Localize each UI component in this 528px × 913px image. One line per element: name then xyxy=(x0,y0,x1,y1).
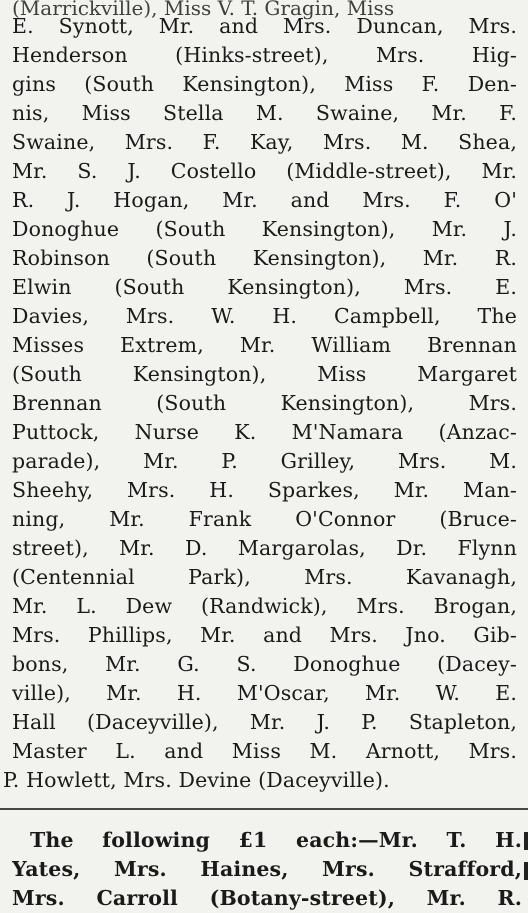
text-line: bons, Mr. G. S. Donoghue (Dacey- xyxy=(12,652,517,676)
column-divider-rule xyxy=(0,808,528,810)
text-line: Donoghue (South Kensington), Mr. J. xyxy=(12,217,517,241)
text-line: R. J. Hogan, Mr. and Mrs. F. O' xyxy=(12,188,517,212)
text-line: Sheehy, Mrs. H. Sparkes, Mr. Man- xyxy=(12,478,517,502)
text-line: ville), Mr. H. M'Oscar, Mr. W. E. xyxy=(12,681,517,705)
text-line: Robinson (South Kensington), Mr. R. xyxy=(12,246,517,270)
text-line: Brennan (South Kensington), Mrs. xyxy=(12,391,517,415)
text-line: Misses Extrem, Mr. William Brennan xyxy=(12,333,517,357)
text-line: street), Mr. D. Margarolas, Dr. Flynn xyxy=(12,536,517,560)
text-line: (Centennial Park), Mrs. Kavanagh, xyxy=(12,565,517,589)
text-line: ning, Mr. Frank O'Connor (Bruce- xyxy=(12,507,517,531)
text-line: Mrs. Phillips, Mr. and Mrs. Jno. Gib- xyxy=(12,623,517,647)
text-line: Yates, Mrs. Haines, Mrs. Strafford, xyxy=(12,857,522,881)
text-line: The following £1 each:—Mr. T. H. xyxy=(30,828,522,852)
text-line: nis, Miss Stella M. Swaine, Mr. F. xyxy=(12,101,517,125)
donor-list-column xyxy=(3,12,517,795)
text-line: Mr. L. Dew (Randwick), Mrs. Brogan, xyxy=(12,594,517,618)
adjacent-column-edge-mark xyxy=(524,862,528,880)
text-line: P. Howlett, Mrs. Devine (Daceyville). xyxy=(3,768,390,792)
text-line: gins (South Kensington), Miss F. Den- xyxy=(12,72,517,96)
text-line: Elwin (South Kensington), Mrs. E. xyxy=(12,275,517,299)
text-line: Swaine, Mrs. F. Kay, Mrs. M. Shea, xyxy=(12,130,517,154)
partial-top-line: (Marrickville), Miss V. T. Gragin, Miss xyxy=(12,0,395,20)
text-line: Puttock, Nurse K. M'Namara (Anzac- xyxy=(12,420,517,444)
text-line: Henderson (Hinks-street), Mrs. Hig- xyxy=(12,43,517,67)
text-line: Hall (Daceyville), Mr. J. P. Stapleton, xyxy=(12,710,517,734)
text-line: E. Synott, Mr. and Mrs. Duncan, Mrs. xyxy=(12,14,517,38)
text-line: (South Kensington), Miss Margaret xyxy=(12,362,517,386)
text-line: parade), Mr. P. Grilley, Mrs. M. xyxy=(12,449,517,473)
text-line: Davies, Mrs. W. H. Campbell, The xyxy=(12,304,517,328)
text-line: Mrs. Carroll (Botany-street), Mr. R. xyxy=(12,886,522,910)
text-line: Master L. and Miss M. Arnott, Mrs. xyxy=(12,739,517,763)
adjacent-column-edge-mark xyxy=(524,832,528,850)
text-line: Mr. S. J. Costello (Middle-street), Mr. xyxy=(12,159,517,183)
